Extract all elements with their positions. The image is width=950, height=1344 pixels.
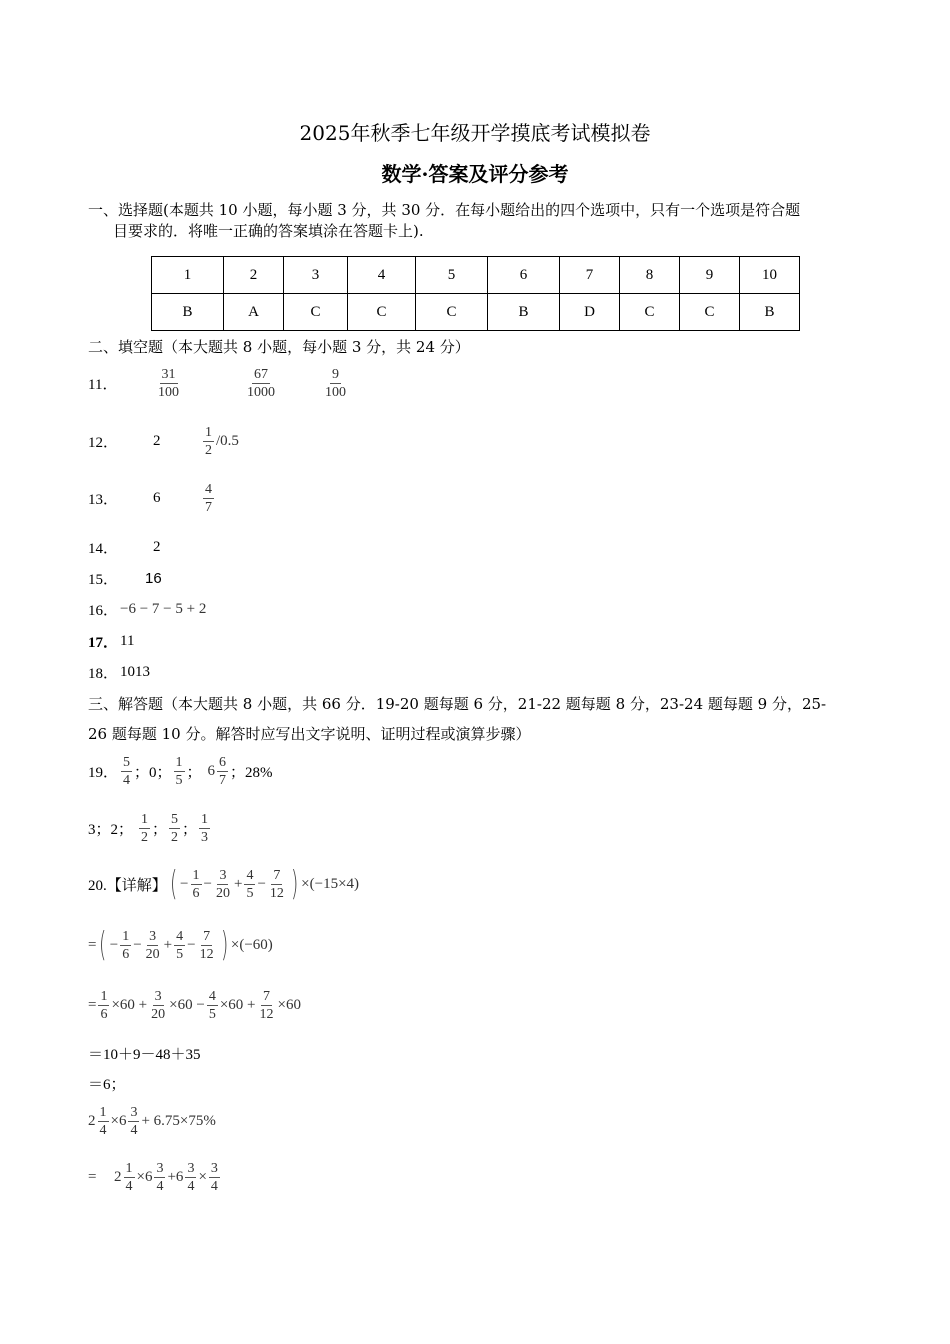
numerator: 4 — [205, 482, 212, 497]
question-number: 14． — [88, 541, 119, 557]
answer-value: 1013 — [120, 664, 150, 680]
section2-heading: 二、填空题（本大题共 8 小题，每小题 3 分，共 24 分） — [88, 338, 470, 356]
table-cell: C — [416, 294, 488, 331]
denominator: 12 — [259, 1007, 274, 1022]
answer-14 — [88, 537, 161, 558]
operator: × — [198, 1169, 207, 1185]
answer-table-answer-row — [152, 294, 800, 331]
question-number: 19． — [88, 765, 119, 781]
table-cell: B — [152, 294, 224, 331]
numerator: 1 — [192, 867, 200, 883]
answer-table — [151, 256, 800, 331]
fraction — [120, 928, 131, 963]
numerator: 1 — [99, 1105, 107, 1120]
equals-sign: = — [88, 1169, 97, 1185]
table-cell: 3 — [284, 257, 348, 294]
answer-value: 3；2； — [88, 822, 134, 838]
denominator: 2 — [141, 830, 149, 845]
numerator: 3 — [219, 867, 227, 883]
denominator: 12 — [199, 946, 214, 962]
operator: + — [163, 936, 173, 953]
fraction — [198, 928, 216, 963]
fraction — [174, 928, 185, 963]
answer-15 — [88, 568, 162, 589]
numerator: 4 — [208, 989, 216, 1004]
numerator: 4 — [176, 928, 184, 944]
question-number: 13． — [88, 492, 119, 508]
numerator: 67 — [254, 367, 268, 382]
fraction — [244, 867, 255, 902]
table-cell: D — [560, 294, 620, 331]
section3-line1: 三、解答题（本大题共 8 小题，共 66 分．19-20 题每题 6 分，21-22 题每题 8 分，23-24 题每题 9 分，25- — [88, 695, 827, 713]
operator: ×60 + — [219, 997, 256, 1013]
question-number: 20.【详解】 — [88, 877, 167, 894]
denominator: 5 — [175, 773, 183, 788]
numerator: 1 — [125, 1161, 133, 1176]
section3-line2: 26 题每题 10 分。解答时应写出文字说明、证明过程或演算步骤） — [88, 725, 531, 743]
mixed-whole: 2 — [114, 1169, 122, 1185]
operator: +6 — [167, 1169, 184, 1185]
numerator: 1 — [201, 812, 209, 827]
separator: ；28% — [230, 765, 273, 781]
answer-17 — [88, 631, 134, 652]
numerator: 5 — [171, 812, 179, 827]
answer-value: 2 — [153, 539, 161, 555]
table-cell: 2 — [224, 257, 284, 294]
answer-20-line2 — [88, 925, 273, 965]
numerator: 7 — [262, 989, 270, 1004]
denominator: 20 — [145, 946, 160, 962]
numerator: 7 — [203, 928, 211, 944]
operator: − — [109, 936, 119, 953]
answer-value: /0.5 — [216, 433, 239, 449]
answer-table-number-row — [152, 257, 800, 294]
question-number: 16． — [88, 603, 119, 619]
fraction — [257, 988, 275, 1023]
table-cell: 6 — [488, 257, 560, 294]
table-cell: C — [620, 294, 680, 331]
answer-19b — [88, 811, 212, 846]
answer-20-line5: ＝6； — [88, 1077, 126, 1093]
table-cell: C — [284, 294, 348, 331]
denominator: 12 — [269, 885, 284, 901]
fraction — [98, 1104, 109, 1139]
numerator: 3 — [187, 1161, 195, 1176]
numerator: 3 — [149, 928, 157, 944]
denominator: 20 — [215, 885, 230, 901]
denominator: 5 — [176, 946, 184, 962]
denominator: 5 — [208, 1007, 216, 1022]
table-cell: B — [488, 294, 560, 331]
fraction — [185, 1160, 196, 1195]
answer-20-line7 — [88, 1160, 222, 1195]
fraction — [144, 928, 162, 963]
denominator: 7 — [205, 500, 212, 515]
numerator: 7 — [273, 867, 281, 883]
fraction — [199, 811, 210, 846]
answer-18 — [88, 662, 150, 683]
question-number: 11． — [88, 377, 118, 393]
numerator: 5 — [123, 755, 130, 770]
question-number: 18． — [88, 666, 119, 682]
operator: − — [187, 936, 196, 953]
right-paren: ) — [220, 925, 228, 965]
fraction — [154, 1160, 165, 1195]
section1-line1: 一、选择题(本题共 10 小题，每小题 3 分，共 30 分．在每小题给出的四个选项中，只有一个选项是符合题 — [88, 201, 801, 219]
fraction — [203, 481, 214, 516]
denominator: 100 — [325, 385, 346, 400]
answer-12 — [88, 424, 239, 459]
denominator: 6 — [100, 1007, 108, 1022]
denominator: 4 — [210, 1179, 218, 1194]
numerator: 4 — [246, 867, 254, 883]
operator: ×6 — [136, 1169, 153, 1185]
fraction — [217, 754, 228, 789]
numerator: 3 — [210, 1161, 218, 1176]
denominator: 5 — [246, 885, 254, 901]
denominator: 7 — [219, 773, 227, 788]
answer-20-line3 — [88, 988, 301, 1023]
fraction — [124, 1160, 135, 1195]
denominator: 6 — [192, 885, 200, 901]
expression-tail: + 6.75×75% — [141, 1113, 216, 1129]
numerator: 1 — [141, 812, 149, 827]
fraction — [128, 1104, 139, 1139]
expression-tail: ×(−60) — [230, 936, 273, 953]
equals-sign: = — [88, 997, 97, 1013]
denominator: 2 — [171, 830, 179, 845]
operator: − — [180, 875, 189, 892]
table-cell: 4 — [348, 257, 416, 294]
fraction — [207, 988, 218, 1023]
answer-16 — [88, 599, 206, 620]
answer-value: −6 − 7 − 5 + 2 — [120, 601, 207, 617]
numerator: 1 — [205, 425, 212, 440]
answer-19 — [88, 754, 273, 789]
answer-20-line1 — [88, 864, 359, 904]
fraction — [169, 811, 180, 846]
table-cell: B — [740, 294, 800, 331]
operator: − — [203, 875, 212, 892]
separator: ； — [186, 765, 202, 781]
table-cell: 10 — [740, 257, 800, 294]
operator: − — [257, 875, 266, 892]
table-cell: A — [224, 294, 284, 331]
denominator: 4 — [123, 773, 130, 788]
denominator: 6 — [122, 946, 130, 962]
operator: ×60 + — [111, 997, 148, 1013]
fraction — [268, 867, 286, 902]
numerator: 1 — [175, 755, 183, 770]
mixed-whole: 6 — [207, 763, 216, 779]
answer-11 — [88, 366, 350, 401]
separator: ； — [152, 822, 168, 838]
denominator: 4 — [187, 1179, 195, 1194]
left-paren: ( — [169, 864, 178, 904]
expression-tail: ×(−15×4) — [301, 875, 360, 892]
numerator: 3 — [130, 1105, 138, 1120]
fraction — [209, 1160, 220, 1195]
fraction — [139, 811, 150, 846]
fraction — [98, 988, 109, 1023]
fraction — [191, 867, 202, 902]
separator: ； — [182, 822, 198, 838]
fraction — [174, 754, 185, 789]
fraction — [323, 366, 348, 401]
denominator: 3 — [201, 830, 209, 845]
denominator: 1000 — [247, 385, 275, 400]
numerator: 9 — [332, 367, 339, 382]
numerator: 1 — [100, 989, 108, 1004]
left-paren: ( — [99, 925, 107, 965]
answer-value: 11 — [120, 633, 135, 649]
numerator: 1 — [122, 928, 130, 944]
page-title: 2025年秋季七年级开学摸底考试模拟卷 — [299, 121, 651, 145]
answer-13 — [88, 481, 216, 516]
operator: − — [133, 936, 142, 953]
denominator: 20 — [151, 1007, 166, 1022]
table-cell: 7 — [560, 257, 620, 294]
numerator: 3 — [154, 989, 162, 1004]
denominator: 2 — [205, 443, 212, 458]
table-cell: 5 — [416, 257, 488, 294]
numerator: 31 — [161, 367, 176, 382]
question-number: 15． — [88, 572, 119, 588]
answer-value: 16 — [145, 570, 162, 587]
fraction — [245, 366, 277, 401]
fraction — [149, 988, 167, 1023]
table-cell: 9 — [680, 257, 740, 294]
numerator: 3 — [156, 1161, 164, 1176]
fraction — [203, 424, 214, 459]
answer-value: 2 — [153, 433, 161, 449]
mixed-whole: 2 — [88, 1113, 96, 1129]
answer-20-line4: ＝10＋9－48＋35 — [88, 1047, 201, 1063]
answer-value: 6 — [153, 490, 161, 506]
operator: ×6 — [110, 1113, 127, 1129]
table-cell: C — [348, 294, 416, 331]
operator: + — [233, 875, 243, 892]
fraction — [156, 366, 181, 401]
answer-20-line6 — [88, 1104, 216, 1139]
right-paren: ) — [290, 864, 299, 904]
section1-line2: 目要求的．将唯一正确的答案填涂在答题卡上). — [113, 222, 424, 240]
denominator: 4 — [125, 1179, 133, 1194]
fraction — [214, 867, 232, 902]
table-cell: C — [680, 294, 740, 331]
numerator: 6 — [219, 755, 227, 770]
table-cell: 8 — [620, 257, 680, 294]
separator: ；0； — [134, 765, 172, 781]
expression-tail: ×60 — [277, 997, 301, 1013]
question-number: 12． — [88, 435, 119, 451]
denominator: 4 — [99, 1123, 107, 1138]
denominator: 4 — [156, 1179, 164, 1194]
denominator: 100 — [158, 385, 179, 400]
table-cell: 1 — [152, 257, 224, 294]
question-number: 17． — [88, 635, 119, 651]
page-subtitle: 数学·答案及评分参考 — [381, 162, 569, 186]
equals-sign: = — [88, 936, 97, 953]
operator: ×60 − — [169, 997, 205, 1013]
fraction — [121, 754, 132, 789]
denominator: 4 — [130, 1123, 138, 1138]
